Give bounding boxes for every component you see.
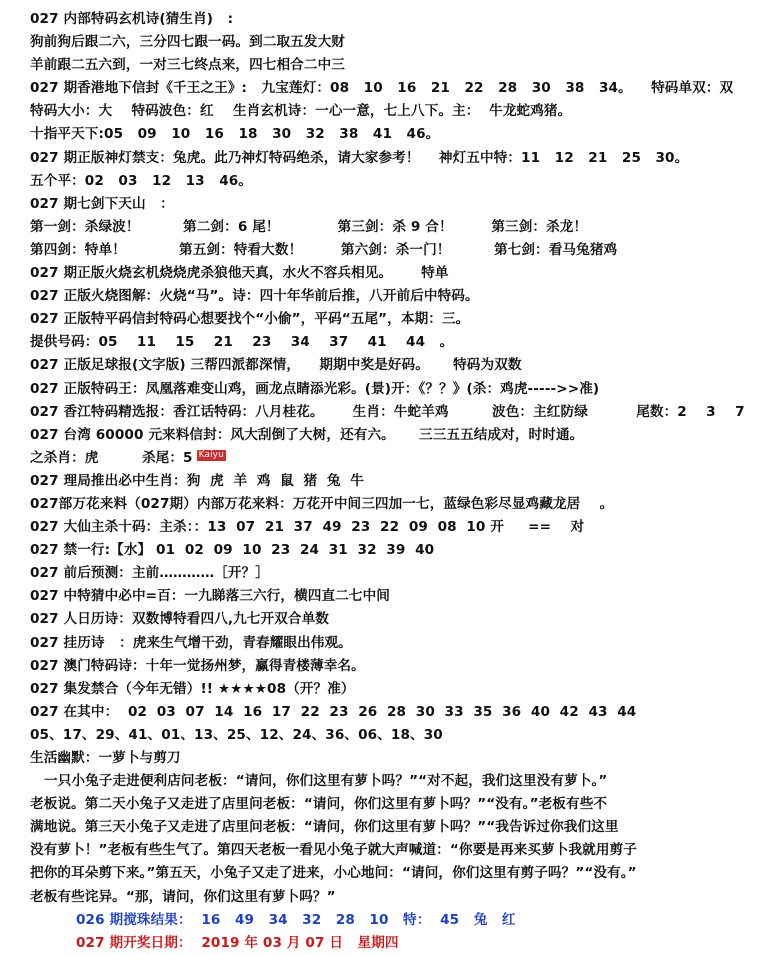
text-line: 027 香江特码精选报：香江话特码：八月桂花。 生肖：牛蛇羊鸡 波色：主红防绿 尾数：2 3 7 [30,403,745,420]
paragraph-line: 满地说。第三天小兔子又走进了店里问老板：“请问，你们这里有萝卜吗？”“我告诉过你我们这里 [30,819,619,836]
text-line: 狗前狗后跟二六，三分四七跟一码。到二取五发大财 [30,34,345,51]
text-line: 027 禁一行:【水】 01 02 09 10 23 24 31 32 39 40 [30,542,435,559]
text-line [30,447,767,470]
text-line: 027 人日历诗：双数博特看四八,九七开双合单数 [30,611,329,628]
text-line: 五个平：02 03 12 13 46。 [30,172,253,189]
draw-date-line: 027 期开奖日期： 2019 年 03 月 07 日 星期四 [76,934,399,951]
text-line: 027部万花来料（027期）内部万花来料：万花开中间三四加一七，蓝绿色彩尽显鸡藏龙居 。 [30,495,614,512]
text-line: 第一剑：杀绿波！ 第二剑：6 尾！ 第三剑：杀 9 合！ 第三剑：杀龙！ [30,218,588,235]
text-line: 027 澳门特码诗：十年一觉扬州梦，赢得青楼薄幸名。 [30,657,365,674]
text-line-main: 之杀肖：虎 杀尾：5 [30,449,193,466]
text-line: 027 期正版火烧玄机烧烧虎杀狼他天真，水火不容兵相见。 特单 [30,265,449,282]
draw-result-line: 026 期搅珠结果： 16 49 34 32 28 10 特： 45 兔 红 [76,911,516,928]
paragraph-line: 没有萝卜！”老板有些生气了。第四天老板一看见小兔子就大声喊道：“你要是再来买萝卜我就用剪子 [30,842,637,859]
text-line: 027 在其中： 02 03 07 14 16 17 22 23 26 28 30 33 35 36 40 42 43 44 [30,703,637,720]
text-line: 027 集发禁合（今年无错）!! ★★★★08（开？准） [30,680,355,697]
text-line: 027 大仙主杀十码：主杀：：13 07 21 37 49 23 22 09 08 10 开 == 对 [30,519,585,536]
text-line: 027 台湾 60000 元来料信封：风大刮倒了大树，还有六。 三三五五结成对，时时通。 [30,426,584,443]
text-line: 027 内部特码玄机诗(猜生肖) : [30,11,234,27]
text-line: 027 正版火烧图解：火烧“马”。诗：四十年华前后推，八开前后中特码。 [30,288,479,305]
text-line: 提供号码：05 11 15 21 23 34 37 41 44 。 [30,334,454,351]
paragraph-line: 把你的耳朵剪下来。”第五天，小兔子又走了进来，小心地问：“请问，你们这里有剪子吗？”“没有。” [30,865,637,882]
text-line: 05、17、29、41、01、13、25、12、24、36、06、18、30 [30,726,443,743]
text-line: 羊前跟二五六到，一对三七终点来，四七相合二中三 [30,57,345,74]
text-line: 027 正版特平码信封特码心想要找个“小偷”，平码“五尾”，本期：三。 [30,311,470,328]
text-line: 027 正版特码王：凤凰落难变山鸡，画龙点睛添光彩。(景)开：《？？》(杀：鸡虎----->>准) [30,380,600,397]
paragraph-line: 一只小兔子走进便利店问老板：“请问，你们这里有萝卜吗？”“对不起，我们这里没有萝卜。” [44,773,608,790]
text-line: 027 挂历诗 ：虎来生气增干劲，青春耀眼出伟观。 [30,634,352,651]
text-line: 027 期七剑下天山 ： [30,195,174,212]
text-line: 027 期香港地下信封《千王之王》: 九宝莲灯：08 10 16 21 22 28 30 38 34。 特码单双：双 [30,80,734,97]
watermark-stamp: Kaiyu [198,449,224,460]
paragraph-line: 老板有些诧异。“那，请问，你们这里有萝卜吗？” [30,888,336,905]
text-line: 027 正版足球报(文字版) 三帮四派都深情， 期期中奖是好码。 特码为双数 [30,357,522,374]
text-line: 第四剑：特单！ 第五剑：特看大数！ 第六剑：杀一门！ 第七剑：看马兔猪鸡 [30,241,618,258]
text-line: 特码大小：大 特码波色：红 生肖玄机诗：一心一意，七上八下。主： 牛龙蛇鸡猪。 [30,103,572,120]
paragraph-line: 老板说。第二天小兔子又走进了店里问老板：“请问，你们这里有萝卜吗？”“没有。”老板有些不 [30,796,608,813]
text-line: 027 理局推出必中生肖：狗 虎 羊 鸡 鼠 猪 兔 牛 [30,472,364,489]
section-heading: 生活幽默：一萝卜与剪刀 [30,750,181,766]
text-line: 十指平天下:05 09 10 16 18 30 32 38 41 46。 [30,126,440,143]
text-line: 027 前后预测：主前…………［开？］ [30,565,269,582]
text-line: 027 中特猜中必中=百：一九睇落三六行，横四直二七中间 [30,588,390,605]
text-line: 027 期正版神灯禁支：兔虎。此乃神灯特码绝杀，请大家参考！ 神灯五中特：11 12 21 25 30。 [30,149,689,166]
